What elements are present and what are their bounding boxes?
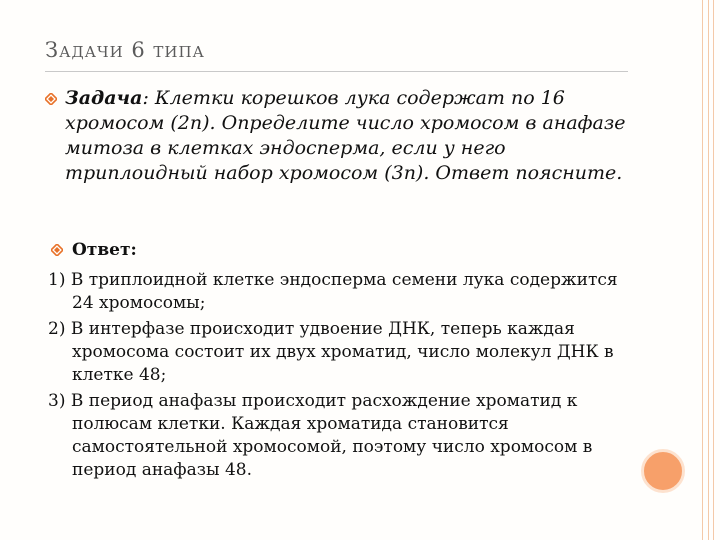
title-divider (45, 71, 628, 72)
task-text (65, 86, 640, 186)
slide-title: Задачи 6 типа (45, 38, 205, 62)
answer-item: 1) В триплоидной клетке эндосперма семени лука содержится 24 хромосомы; (48, 270, 618, 313)
border-line (702, 0, 703, 540)
answer-list (48, 269, 638, 485)
task-body: : Клетки корешков лука содержат по 16 хромосом (2n). Определите число хромосом в анафазе митоза в клетках эндосперма, если у него триплоидный набор хромосом (3n). Ответ поясните. (65, 87, 626, 184)
border-line (708, 0, 709, 540)
answer-heading: Ответ: (72, 240, 137, 260)
answer-item: 3) В период анафазы происходит расхождение хроматид к полюсам клетки. Каждая хроматида становится самостоятельной хромосомой, поэтому число хромосом в период анафазы 48. (48, 391, 593, 480)
task-label: Задача (65, 87, 143, 109)
diamond-bullet-icon (51, 244, 63, 256)
answer-item: 2) В интерфазе происходит удвоение ДНК, теперь каждая хромосома состоит их двух хроматид, число молекул ДНК в клетке 48; (48, 319, 614, 385)
border-line (713, 0, 714, 540)
diamond-bullet-icon (45, 93, 57, 105)
orange-circle-icon (641, 449, 685, 493)
